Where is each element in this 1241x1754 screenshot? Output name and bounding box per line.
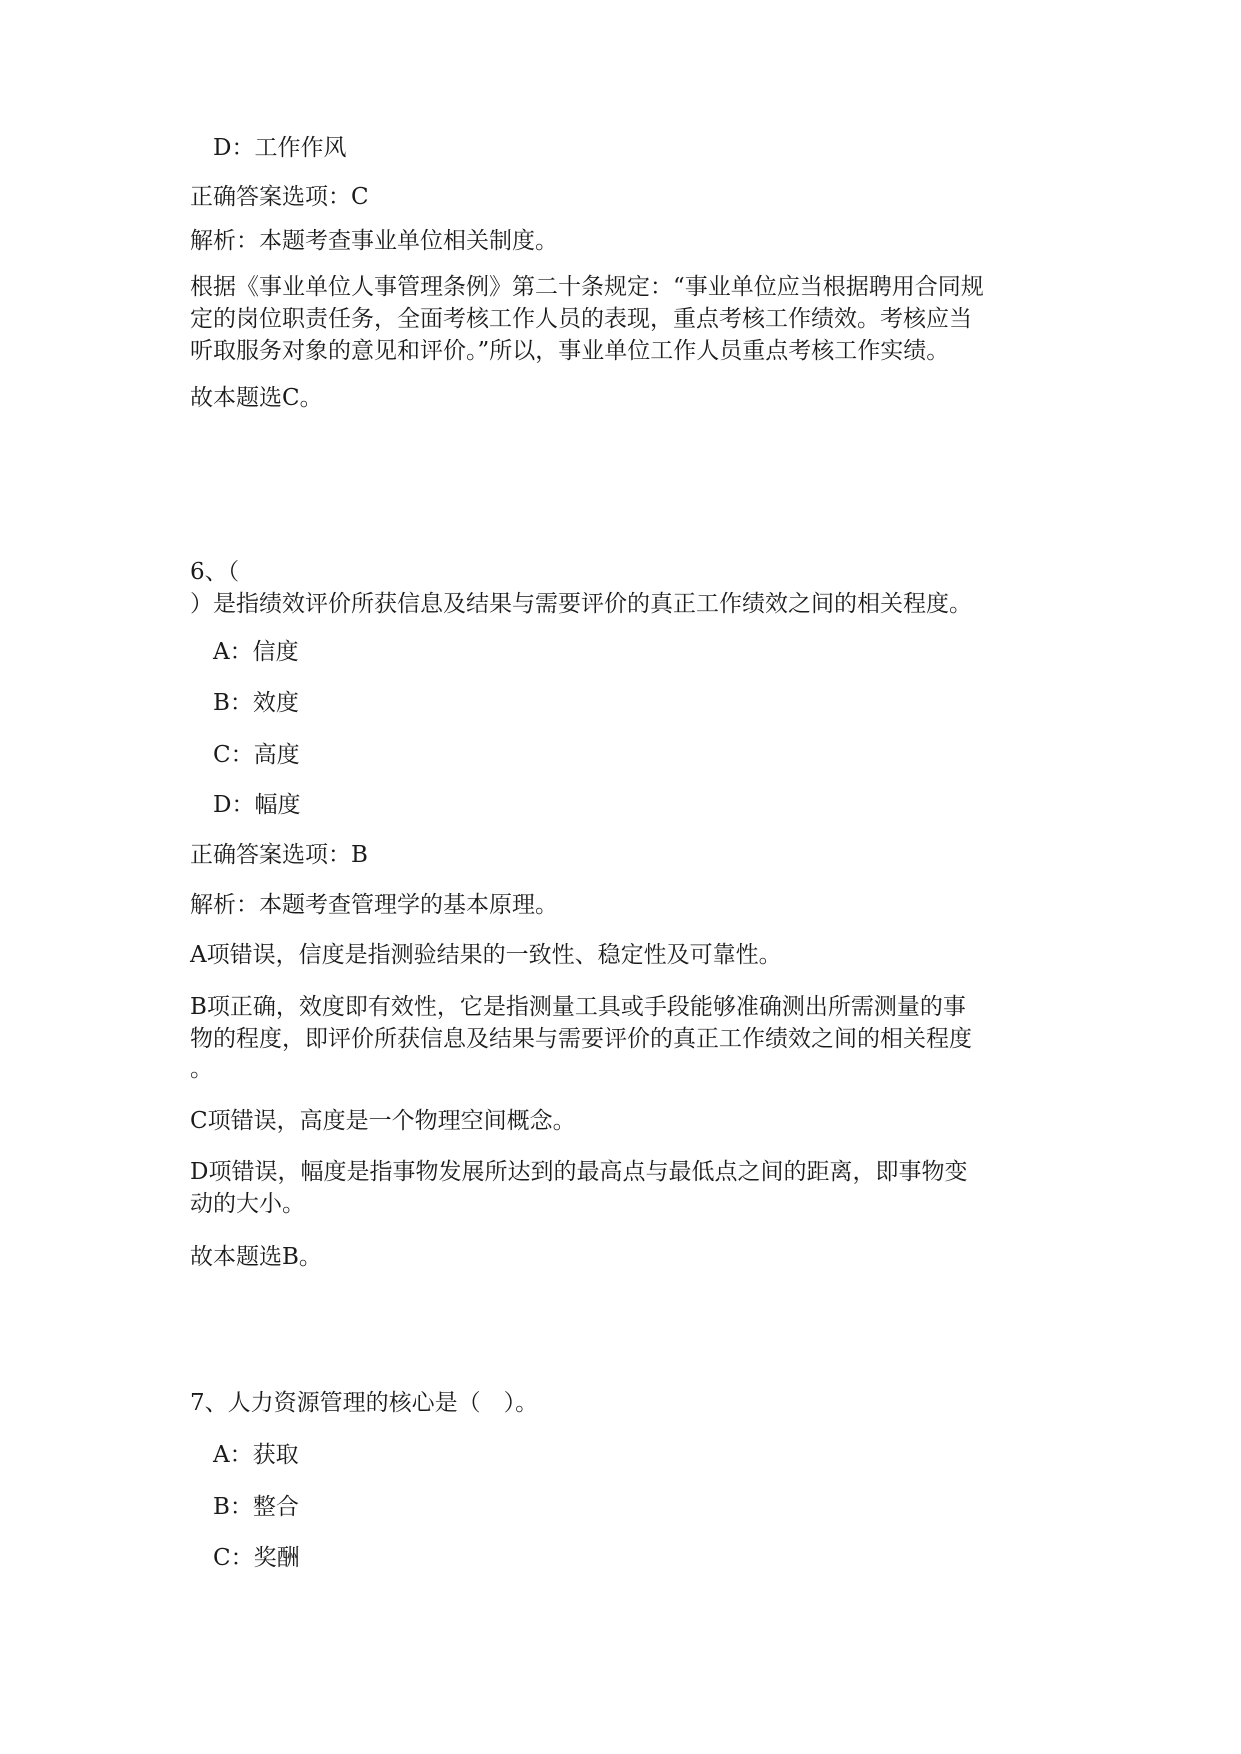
q6-option-a: A：信度 [213, 639, 299, 665]
q6-c-explanation: C项错误，高度是一个物理空间概念。 [190, 1108, 576, 1134]
q6-option-d: D：幅度 [213, 792, 301, 818]
q6-option-b: B：效度 [213, 690, 299, 716]
q6-b-explanation-line-2: 物的程度，即评价所获信息及结果与需要评价的真正工作绩效之间的相关程度 [190, 1026, 972, 1052]
q7-option-b: B：整合 [213, 1494, 299, 1520]
q5-explanation-line-3: 听取服务对象的意见和评价。”所以，事业单位工作人员重点考核工作实绩。 [190, 338, 950, 364]
q5-explanation-line-2: 定的岗位职责任务，全面考核工作人员的表现，重点考核工作绩效。考核应当 [190, 306, 972, 332]
q6-analysis: 解析：本题考查管理学的基本原理。 [190, 892, 558, 918]
q6-conclusion: 故本题选B。 [190, 1244, 322, 1270]
q6-stem-line-1: 6、（ [190, 559, 240, 585]
q6-stem-line-2: ）是指绩效评价所获信息及结果与需要评价的真正工作绩效之间的相关程度。 [190, 591, 972, 617]
q5-option-d: D：工作作风 [213, 135, 347, 161]
q6-a-explanation: A项错误，信度是指测验结果的一致性、稳定性及可靠性。 [190, 942, 782, 968]
q6-answer: 正确答案选项：B [190, 842, 368, 868]
q7-option-a: A：获取 [213, 1442, 299, 1468]
q6-b-explanation-line-1: B项正确，效度即有效性，它是指测量工具或手段能够准确测出所需测量的事 [190, 994, 966, 1020]
q6-option-c: C：高度 [213, 742, 300, 768]
q6-d-explanation-line-1: D项错误，幅度是指事物发展所达到的最高点与最低点之间的距离，即事物变 [190, 1159, 968, 1185]
q5-conclusion: 故本题选C。 [190, 385, 323, 411]
q7-option-c: C：奖酬 [213, 1545, 300, 1571]
q6-d-explanation-line-2: 动的大小。 [190, 1191, 305, 1217]
q5-analysis: 解析：本题考查事业单位相关制度。 [190, 228, 558, 254]
q6-b-explanation-line-3: 。 [190, 1056, 213, 1082]
q7-stem: 7、人力资源管理的核心是（ ）。 [190, 1390, 539, 1416]
q5-explanation-line-1: 根据《事业单位人事管理条例》第二十条规定：“事业单位应当根据聘用合同规 [190, 274, 984, 300]
q5-answer: 正确答案选项：C [190, 184, 369, 210]
